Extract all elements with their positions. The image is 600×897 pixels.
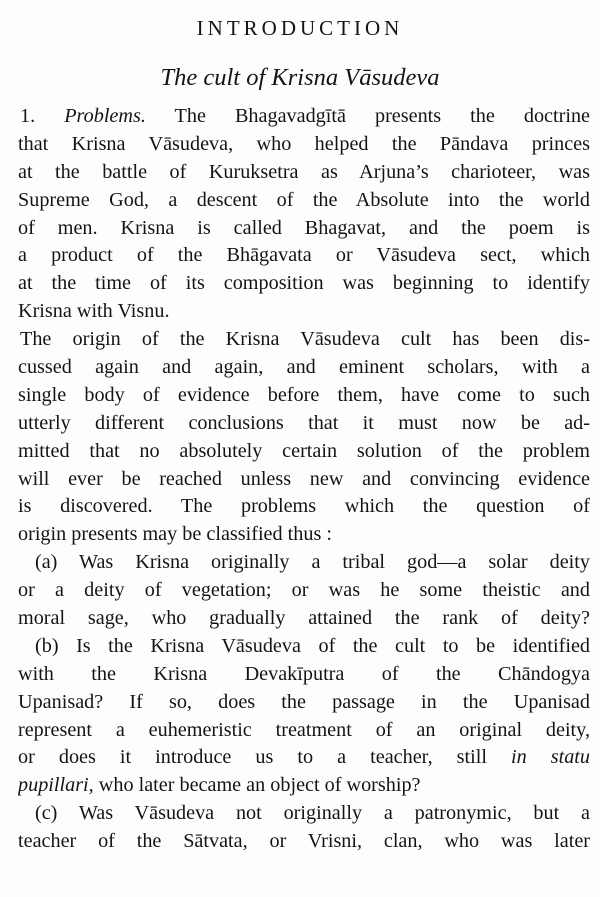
text-span: The Bhagavadgītā presents the doctrine xyxy=(145,105,590,127)
text-line: will ever be reached unless new and convincing evidence xyxy=(18,467,590,490)
text-line: a product of the Bhāgavata or Vāsudeva sect, which xyxy=(18,244,590,267)
text-line: cussed again and again, and eminent scholars, with a xyxy=(18,356,590,379)
text-line: Supreme God, a descent of the Absolute into the world xyxy=(18,188,590,211)
italic-span: pupillari, xyxy=(18,774,94,797)
text-line: or a deity of vegetation; or was he some theistic and xyxy=(18,579,590,602)
text-line: that Krisna Vāsudeva, who helped the Pāndava princes xyxy=(18,132,590,155)
text-line: (b) Is the Krisna Vāsudeva of the cult to be identified xyxy=(35,634,590,657)
text-line: Krisna with Visnu. xyxy=(18,300,170,323)
text-line xyxy=(18,103,590,131)
text-span: or does it introduce us to a teacher, still xyxy=(18,746,511,769)
text-line: teacher of the Sātvata, or Vrisni, clan, who was later xyxy=(18,830,590,853)
chapter-title: The cult of Krisna Vāsudeva xyxy=(160,64,440,91)
text-line: (c) Was Vāsudeva not originally a patronymic, but a xyxy=(35,802,590,825)
text-line: is discovered. The problems which the question of xyxy=(18,495,590,518)
body-text xyxy=(18,103,590,856)
running-head: INTRODUCTION xyxy=(196,16,404,40)
text-line xyxy=(18,744,590,772)
italic-span: in statu xyxy=(511,746,590,769)
text-line xyxy=(18,772,590,800)
text-line: utterly different conclusions that it must now be ad- xyxy=(18,411,590,434)
text-line: single body of evidence before them, have come to such xyxy=(18,383,590,406)
text-span: 1. xyxy=(20,105,65,127)
text-line: with the Krisna Devakīputra of the Chāndogya xyxy=(18,662,590,685)
text-line: mitted that no absolutely certain solution of the problem xyxy=(18,439,590,462)
text-span: who later became an object of worship? xyxy=(93,774,421,797)
text-line: at the battle of Kuruksetra as Arjuna’s charioteer, was xyxy=(18,160,590,183)
text-line: at the time of its composition was beginning to identify xyxy=(18,272,590,295)
text-line: The origin of the Krisna Vāsudeva cult has been dis- xyxy=(20,328,590,351)
text-line: moral sage, who gradually attained the rank of deity? xyxy=(18,607,590,630)
italic-span: Problems. xyxy=(64,105,146,127)
text-line: represent a euhemeristic treatment of an original deity, xyxy=(18,718,590,741)
text-line: (a) Was Krisna originally a tribal god—a solar deity xyxy=(35,551,590,574)
text-line: origin presents may be classified thus : xyxy=(18,523,332,546)
text-line: Upanisad? If so, does the passage in the Upanisad xyxy=(18,690,590,713)
text-line: of men. Krisna is called Bhagavat, and the poem is xyxy=(18,216,590,239)
